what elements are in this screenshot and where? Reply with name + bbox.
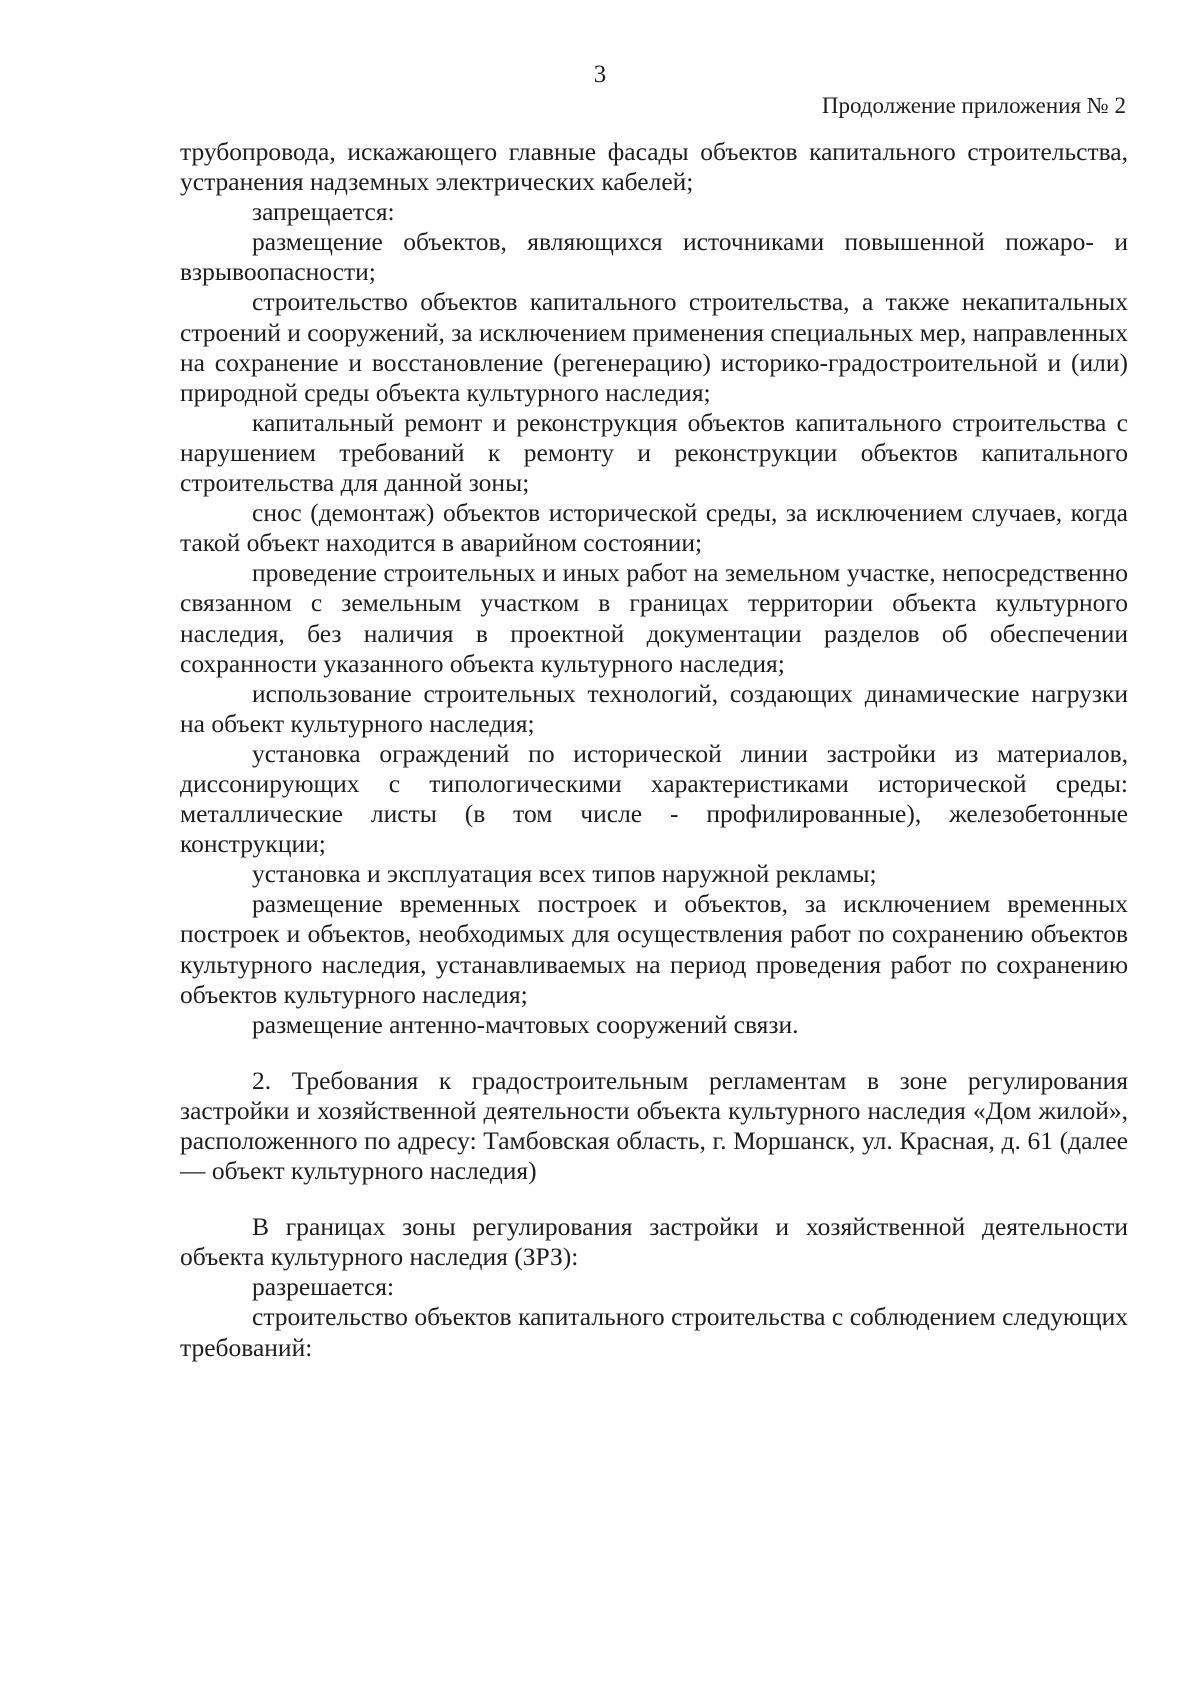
paragraph-item: проведение строительных и иных работ на земельном участке, непосредственно связанном с земельным участком в границах территории объекта культурного наследия, без наличия в проектной документации разделов об обеспечении сохранности указанного объекта культурного наследия;	[180, 558, 1128, 678]
paragraph-item: строительство объектов капитального строительства, а также некапитальных строений и сооружений, за исключением применения специальных мер, направленных на сохранение и восстановление (регенерацию) историко-градостроительной и (или) природной среды объекта культурного наследия;	[180, 287, 1128, 407]
paragraph-item: использование строительных технологий, создающих динамические нагрузки на объект культурного наследия;	[180, 678, 1128, 738]
paragraph-continuation: трубопровода, искажающего главные фасады объектов капитального строительства, устранения надземных электрических кабелей;	[180, 137, 1128, 197]
paragraph-item: установка и эксплуатация всех типов наружной рекламы;	[252, 859, 877, 889]
paragraph-prohibited-heading: запрещается:	[252, 197, 395, 227]
document-body	[180, 137, 1128, 1363]
paragraph-item: размещение антенно-мачтовых сооружений связи.	[252, 1009, 799, 1039]
paragraph-item: снос (демонтаж) объектов исторической среды, за исключением случаев, когда такой объект находится в аварийном состоянии;	[180, 498, 1128, 558]
paragraph-item: размещение объектов, являющихся источниками повышенной пожаро- и взрывоопасности;	[180, 227, 1128, 287]
paragraph-zrz-intro: В границах зоны регулирования застройки и хозяйственной деятельности объекта культурного наследия (ЗРЗ):	[180, 1212, 1128, 1272]
page-number: 3	[593, 61, 607, 88]
paragraph-permitted-heading: разрешается:	[252, 1272, 395, 1302]
paragraph-item: размещение временных построек и объектов, за исключением временных построек и объектов, необходимых для осуществления работ по сохранению объектов культурного наследия, устанавливаемых на период проведения работ по сохранению объектов культурного наследия;	[180, 889, 1128, 1009]
paragraph-item: строительство объектов капитального строительства с соблюдением следующих требований:	[180, 1302, 1128, 1362]
paragraph-item: капитальный ремонт и реконструкция объектов капитального строительства с нарушением требований к ремонту и реконструкции объектов капитального строительства для данной зоны;	[180, 407, 1128, 498]
paragraph-item: установка ограждений по исторической линии застройки из материалов, диссонирующих с типологическими характеристиками исторической среды: металлические листы (в том числе - профилированные), железобетонные конструкции;	[180, 738, 1128, 859]
section-2-heading: 2. Требования к градостроительным регламентам в зоне регулирования застройки и хозяйственной деятельности объекта культурного наследия «Дом жилой», расположенного по адресу: Тамбовская область, г. Моршанск, ул. Красная, д. 61 (далее — объект культурного наследия)	[180, 1065, 1128, 1186]
appendix-continuation-note: Продолжение приложения № 2	[821, 93, 1126, 118]
